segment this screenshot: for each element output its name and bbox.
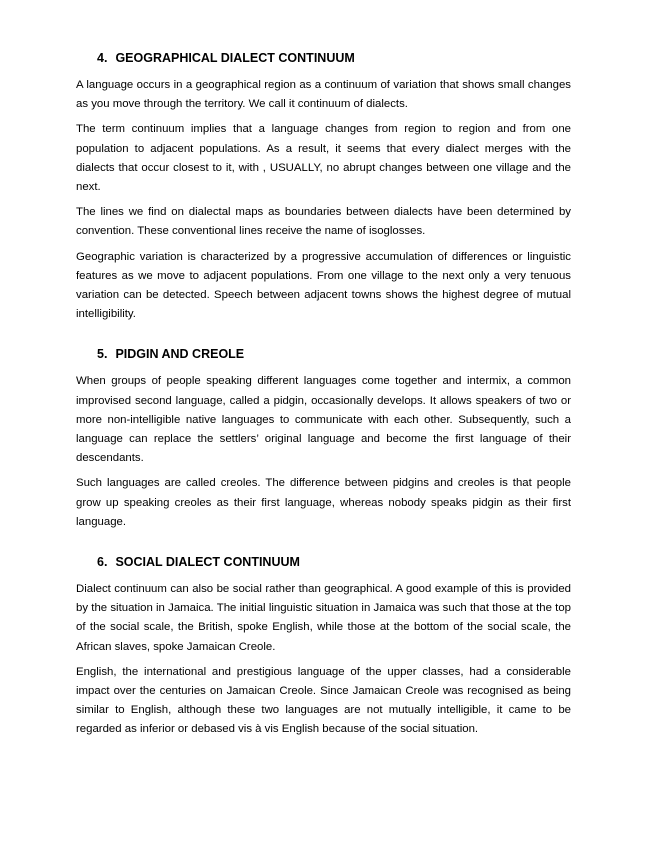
paragraph: Dialect continuum can also be social rather than geographical. A good example of this is provided by the situation in Jamaica. The initial linguistic situation in Jamaica was such that those at the top of the social scale, the British, spoke English, while those at the bottom of the social scale, the African slaves, spoke Jamaican Creole. [76,583,571,653]
section-number: 4. [97,51,108,65]
paragraph: Geographic variation is characterized by a progressive accumulation of differences or linguistic features as we move to adjacent populations. From one village to the next only a very tenuous variation can be detected. Speech between adjacent towns shows the highest degree of mutual intelligibility. [76,250,571,321]
section-heading [97,50,571,66]
section-title: PIDGIN AND CREOLE [115,347,245,362]
section-number: 6. [97,555,108,570]
section-number: 5. [97,347,108,362]
section-title: SOCIAL DIALECT CONTINUUM [115,555,300,570]
paragraph: The term continuum implies that a language changes from region to region and from one population to adjacent populations. As a result, it seems that every dialect merges with the dialects that occur closest to it, with , USUALLY, no abrupt changes between one village and the next. [76,123,571,194]
document-page [76,50,571,762]
section-social-dialect-continuum [76,554,571,740]
paragraph: When groups of people speaking different languages come together and intermix, a common improvised second language, called a pidgin, occasionally develops. It allows speakers of two or more non-intelligible native languages to communicate with each other. Subsequently, such a language can replace the settlers’ original language and become the first language of their descendants. [76,375,571,465]
section-title: GEOGRAPHICAL DIALECT CONTINUUM [115,51,355,65]
paragraph: A language occurs in a geographical region as a continuum of variation that shows small changes as you move through the territory. We call it continuum of dialects. [76,79,571,111]
paragraph: The lines we find on dialectal maps as boundaries between dialects have been determined by convention. These conventional lines receive the name of isoglosses. [76,206,571,238]
paragraph: English, the international and prestigious language of the upper classes, had a considerable impact over the centuries on Jamaican Creole. Since Jamaican Creole was recognised as being similar to English, although these two languages are not mutually intelligible, it came to be regarded as inferior or debased vis à vis English because of the social situation. [76,665,571,736]
paragraph: Such languages are called creoles. The difference between pidgins and creoles is that people grow up speaking creoles as their first language, whereas nobody speaks pidgin as their first language. [76,477,571,528]
section-geographical-dialect-continuum [76,50,571,324]
section-pidgin-and-creole [76,346,571,532]
section-heading [97,554,571,570]
section-heading [97,346,571,362]
